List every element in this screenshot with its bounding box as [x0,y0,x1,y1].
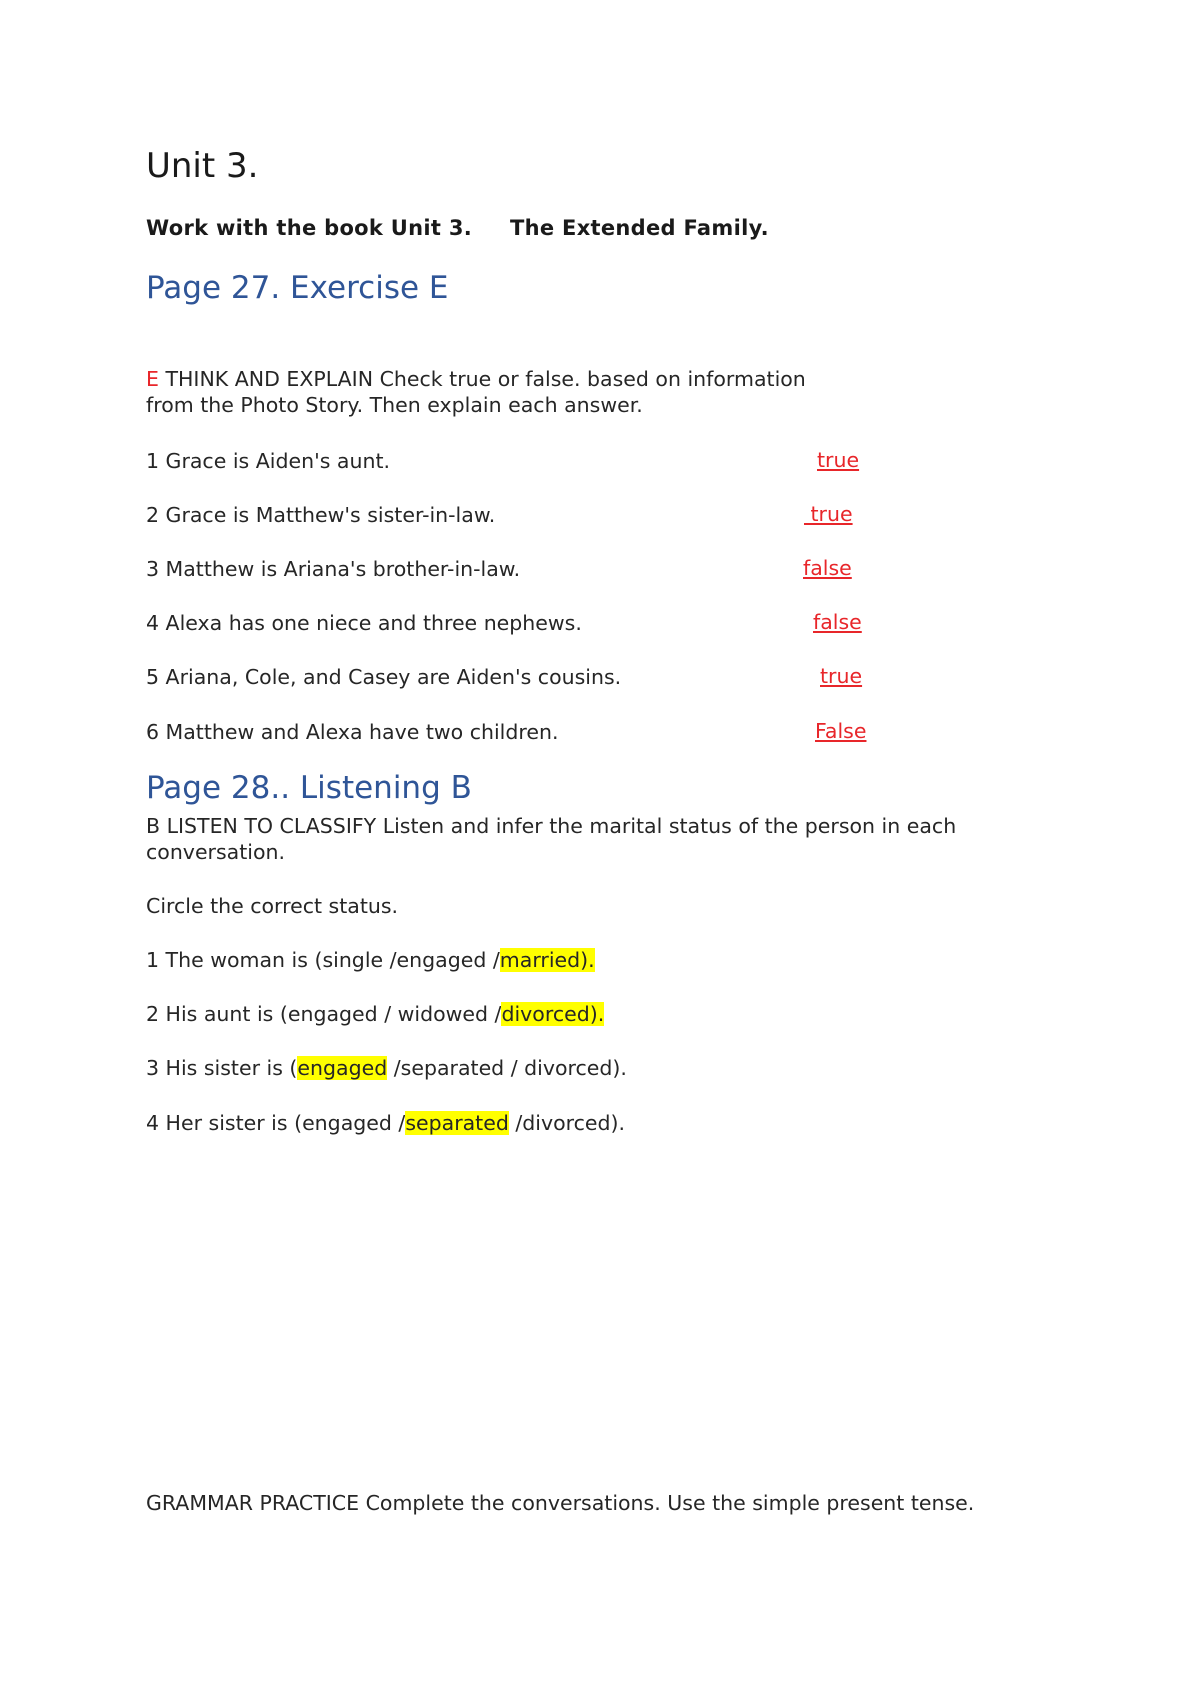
exercise-e-item-5: 5 Ariana, Cole, and Casey are Aiden's cousins. [146,665,622,689]
exercise-e-item-6: 6 Matthew and Alexa have two children. [146,720,559,744]
highlighted-answer: married). [499,948,595,972]
exercise-e-answer-1: true [817,448,860,472]
listening-b-item-1 [146,947,595,973]
heading-page-27: Page 27. Exercise E [146,270,449,306]
item-text-after: /divorced). [508,1111,626,1135]
exercise-e-answer-6: False [815,719,867,743]
exercise-e-item-1: 1 Grace is Aiden's aunt. [146,449,390,473]
exercise-e-instruction-line1: THINK AND EXPLAIN Check true or false. based on information [158,367,806,391]
highlighted-answer: engaged [297,1056,388,1080]
item-text: 3 His sister is ( [146,1056,298,1080]
listening-b-item-2 [146,1001,604,1027]
exercise-e-answer-5: true [820,664,863,688]
exercise-e-instructions [146,366,806,418]
highlighted-answer: divorced). [501,1002,605,1026]
highlighted-answer: separated [405,1111,509,1135]
listening-b-instruction-line1: B LISTEN TO CLASSIFY Listen and infer the marital status of the person in each [146,814,957,838]
unit-title: Unit 3. [146,146,259,186]
listening-b-instruction-line2: conversation. [146,840,286,864]
item-text: 1 The woman is (single /engaged / [146,948,500,972]
subtitle-left: Work with the book Unit 3. [146,216,473,240]
listening-b-item-4 [146,1110,625,1136]
listening-b-item-3 [146,1055,627,1081]
exercise-e-answer-4: false [813,610,862,634]
heading-page-28: Page 28.. Listening B [146,770,472,806]
circle-prompt: Circle the correct status. [146,894,399,918]
grammar-practice-instruction: GRAMMAR PRACTICE Complete the conversations. Use the simple present tense. [146,1491,975,1515]
item-text: 2 His aunt is (engaged / widowed / [146,1002,502,1026]
item-text-after: /separated / divorced). [387,1056,627,1080]
exercise-e-item-4: 4 Alexa has one niece and three nephews. [146,611,582,635]
listening-b-instructions [146,813,956,865]
exercise-e-label: E [146,367,159,391]
exercise-e-item-3: 3 Matthew is Ariana's brother-in-law. [146,557,521,581]
exercise-e-instruction-line2: from the Photo Story. Then explain each answer. [146,393,643,417]
subtitle-right: The Extended Family. [510,216,769,240]
exercise-e-answer-3: false [803,556,852,580]
exercise-e-item-2: 2 Grace is Matthew's sister-in-law. [146,503,496,527]
exercise-e-answer-2: true [804,502,853,526]
subtitle [146,216,769,240]
item-text: 4 Her sister is (engaged / [146,1111,406,1135]
